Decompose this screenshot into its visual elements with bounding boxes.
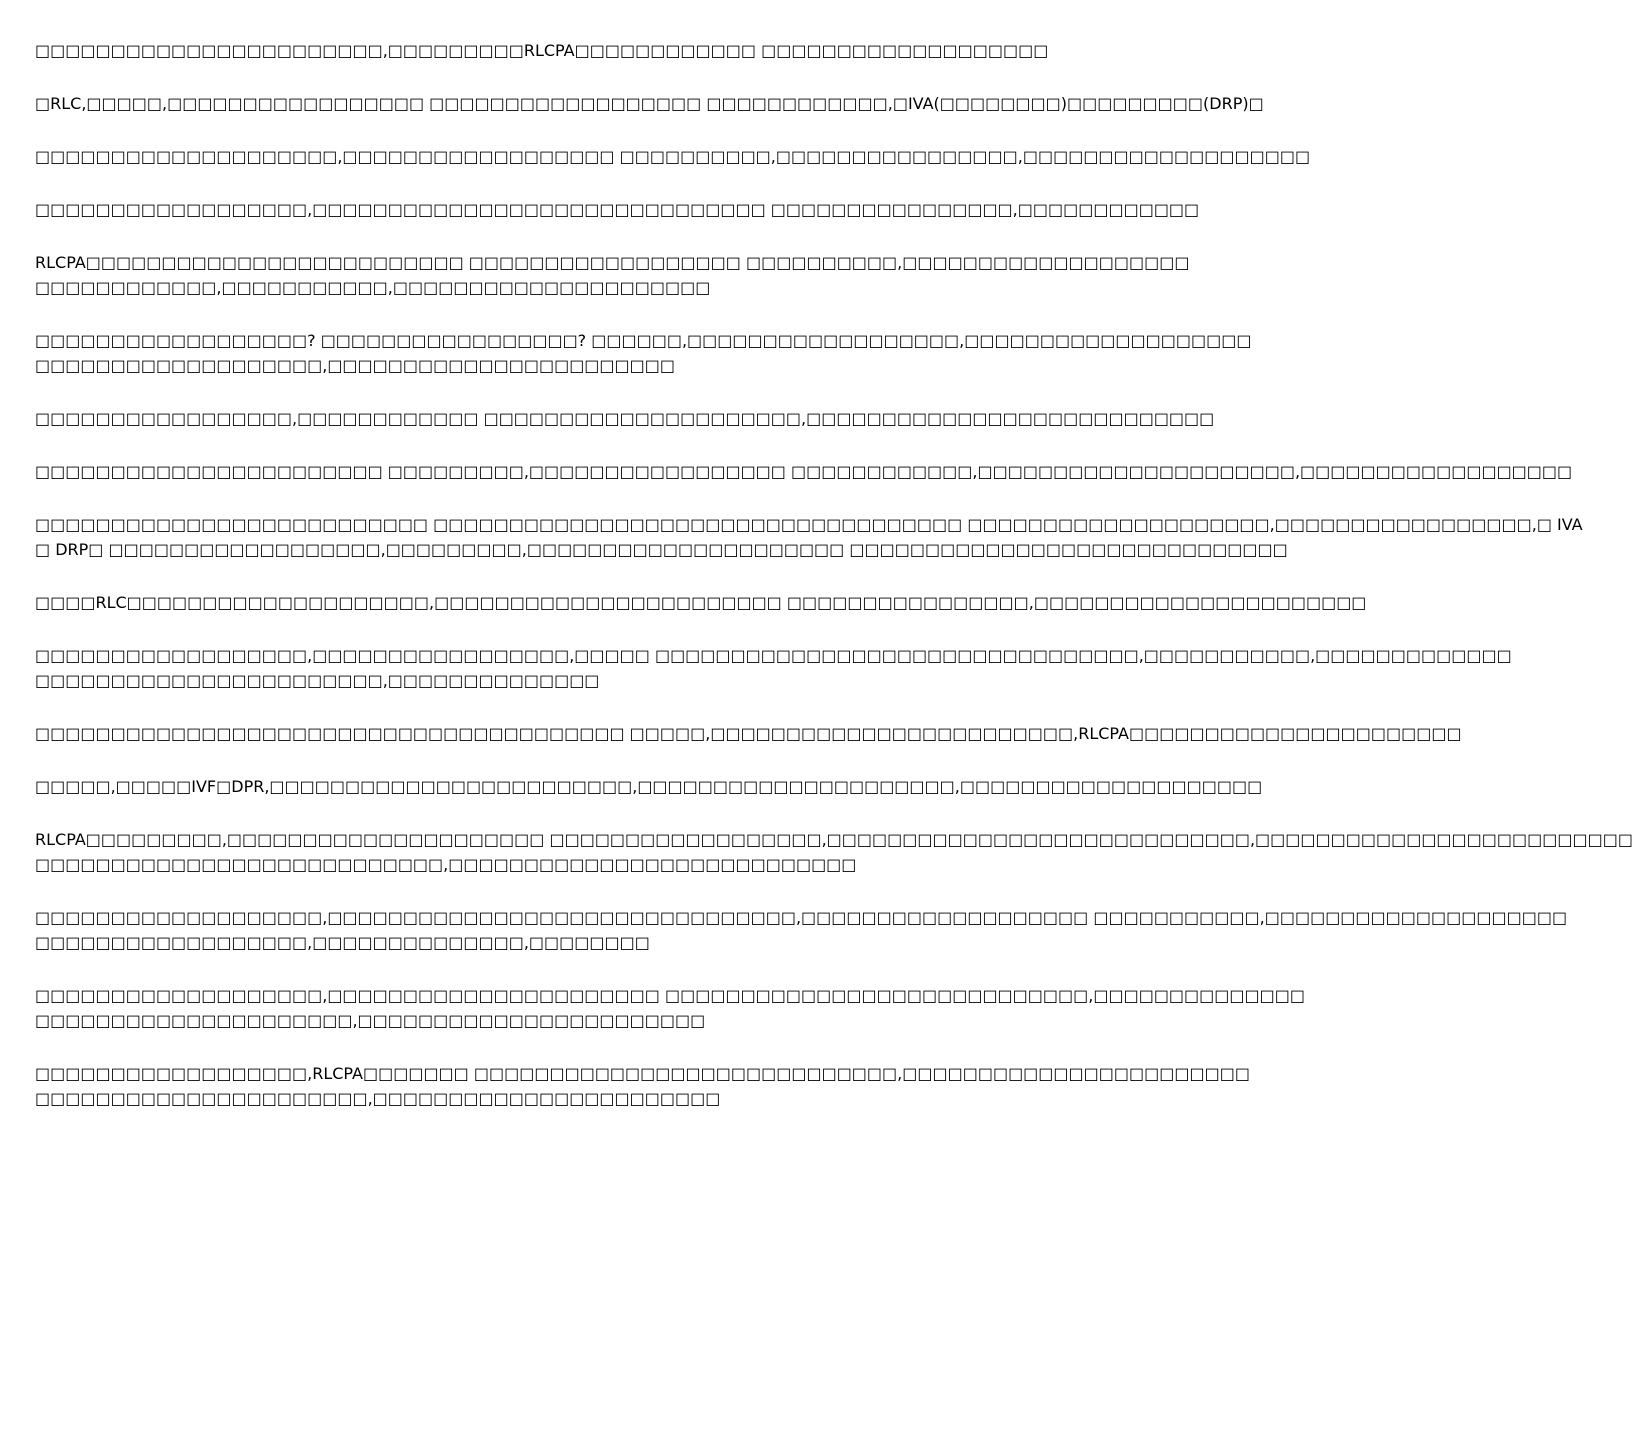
paragraph-line: □ DRP□ □□□□□□□□□□□□□□□□□□,□□□□□□□□□,□□□□□□□□□□□□□□□□□□□□□ □□□□□□□□□□□□□□□□□□□□□□□□□□□□□ (35, 540, 1288, 559)
paragraph (35, 197, 1200, 222)
paragraph (35, 643, 1512, 693)
paragraph-line: □□□□□□□□□□□□□□□□□□□□□□□ □□□□□□□□□,□□□□□□□□□□□□□□□□□ □□□□□□□□□□□□,□□□□□□□□□□□□□□□□□□□□□,□□□□□□□□□□□□□□□□□□ (35, 462, 1573, 481)
paragraph (35, 459, 1573, 484)
paragraph-line: □□□□□□□□□□□□□□□□□□□□□□□,□□□□□□□□□□□□□□ (35, 671, 600, 690)
paragraph (35, 905, 1568, 955)
paragraph (35, 512, 1583, 562)
paragraph-line: □□□□RLC□□□□□□□□□□□□□□□□□□□□,□□□□□□□□□□□□□□□□□□□□□□□ □□□□□□□□□□□□□□□□,□□□□□□□□□□□□□□□□□□□□□□ (35, 593, 1367, 612)
paragraph-line: □□□□□□□□□□□□□□□□□□□□□,□□□□□□□□□□□□□□□□□□□□□□□ (35, 1011, 706, 1030)
paragraph-line: □□□□□□□□□□□□□□□□□□,□□□□□□□□□□□□□□,□□□□□□□□ (35, 933, 650, 952)
paragraph-line: □□□□□□□□□□□□□□□□□,□□□□□□□□□□□□ □□□□□□□□□□□□□□□□□□□□□,□□□□□□□□□□□□□□□□□□□□□□□□□□□ (35, 409, 1215, 428)
paragraph-line: □□□□□□□□□□□□□□□□□□□□□□□□□□ □□□□□□□□□□□□□□□□□□□□□□□□□□□□□□□□□□□ □□□□□□□□□□□□□□□□□□□□,□□□□□□□□□□□□□□□□□,□ IVA (35, 515, 1583, 534)
paragraph (35, 38, 1049, 63)
paragraph (35, 721, 1462, 746)
paragraph-line: □□□□□□□□□□□□□□□□□□□□□□□□□□□,□□□□□□□□□□□□□□□□□□□□□□□□□□□ (35, 855, 857, 874)
paragraph (35, 983, 1305, 1033)
paragraph-line: □□□□□□□□□□□□□□□□□□□,□□□□□□□□□□□□□□□□□□□□□□□ (35, 356, 676, 375)
paragraph (35, 250, 1190, 300)
paragraph-line: □□□□□□□□□□□□□□□□□□□□□□,□□□□□□□□□□□□□□□□□□□□□□□ (35, 1089, 721, 1108)
paragraph-line: □□□□□□□□□□□□□□□□□□,□□□□□□□□□□□□□□□□□,□□□□□ □□□□□□□□□□□□□□□□□□□□□□□□□□□□□□□□,□□□□□□□□□□□,□□□□□□□□□□□□□ (35, 646, 1512, 665)
document-page (35, 38, 1633, 1139)
paragraph-line: □□□□□□□□□□□□□□□□□□□,□□□□□□□□□□□□□□□□□□□□□□□□□□□□□□□,□□□□□□□□□□□□□□□□□□□ □□□□□□□□□□□,□□□□□□□□□□□□□□□□□□□□ (35, 908, 1568, 927)
paragraph-line: □RLC,□□□□□,□□□□□□□□□□□□□□□□□ □□□□□□□□□□□□□□□□□□ □□□□□□□□□□□□,□IVA(□□□□□□□□)□□□□□□□□□(DRP)□ (35, 94, 1264, 113)
paragraph (35, 1061, 1250, 1111)
paragraph-line: RLCPA□□□□□□□□□□□□□□□□□□□□□□□□□ □□□□□□□□□□□□□□□□□□ □□□□□□□□□□,□□□□□□□□□□□□□□□□□□□ (35, 253, 1190, 272)
paragraph (35, 774, 1263, 799)
paragraph-line: □□□□□□□□□□□□□□□□□□,□□□□□□□□□□□□□□□□□□□□□□□□□□□□□□ □□□□□□□□□□□□□□□□,□□□□□□□□□□□□ (35, 200, 1200, 219)
paragraph (35, 144, 1311, 169)
paragraph-line: □□□□□□□□□□□□□□□□□□□,□□□□□□□□□□□□□□□□□□□□□□ □□□□□□□□□□□□□□□□□□□□□□□□□□□□,□□□□□□□□□□□□□□ (35, 986, 1305, 1005)
paragraph-line: □□□□□,□□□□□IVF□DPR,□□□□□□□□□□□□□□□□□□□□□□□□,□□□□□□□□□□□□□□□□□□□□□,□□□□□□□□□□□□□□□□□□□□ (35, 777, 1263, 796)
paragraph-line: □□□□□□□□□□□□,□□□□□□□□□□□,□□□□□□□□□□□□□□□□□□□□□ (35, 278, 711, 297)
paragraph (35, 328, 1252, 378)
paragraph-line: □□□□□□□□□□□□□□□□□□,RLCPA□□□□□□□ □□□□□□□□□□□□□□□□□□□□□□□□□□□□,□□□□□□□□□□□□□□□□□□□□□□□ (35, 1064, 1250, 1083)
paragraph (35, 590, 1367, 615)
paragraph-line: □□□□□□□□□□□□□□□□□□□□,□□□□□□□□□□□□□□□□□□ □□□□□□□□□□,□□□□□□□□□□□□□□□□,□□□□□□□□□□□□□□□□□□□ (35, 147, 1311, 166)
paragraph (35, 91, 1264, 116)
paragraph-line: □□□□□□□□□□□□□□□□□□? □□□□□□□□□□□□□□□□□? □□□□□□,□□□□□□□□□□□□□□□□□□,□□□□□□□□□□□□□□□□□□□ (35, 331, 1252, 350)
paragraph-line: RLCPA□□□□□□□□□,□□□□□□□□□□□□□□□□□□□□□ □□□□□□□□□□□□□□□□□□,□□□□□□□□□□□□□□□□□□□□□□□□□□□□,□□□□□□□□□□□□□□□□□□□□□□□□□ (35, 830, 1633, 849)
paragraph-line: □□□□□□□□□□□□□□□□□□□□□□□□□□□□□□□□□□□□□□□ □□□□□,□□□□□□□□□□□□□□□□□□□□□□□□,RLCPA□□□□□□□□□□□□□□□□□□□□□□ (35, 724, 1462, 743)
paragraph-line: □□□□□□□□□□□□□□□□□□□□□□□,□□□□□□□□□RLCPA□□□□□□□□□□□□ □□□□□□□□□□□□□□□□□□□ (35, 41, 1049, 60)
paragraph (35, 827, 1633, 877)
paragraph (35, 406, 1215, 431)
